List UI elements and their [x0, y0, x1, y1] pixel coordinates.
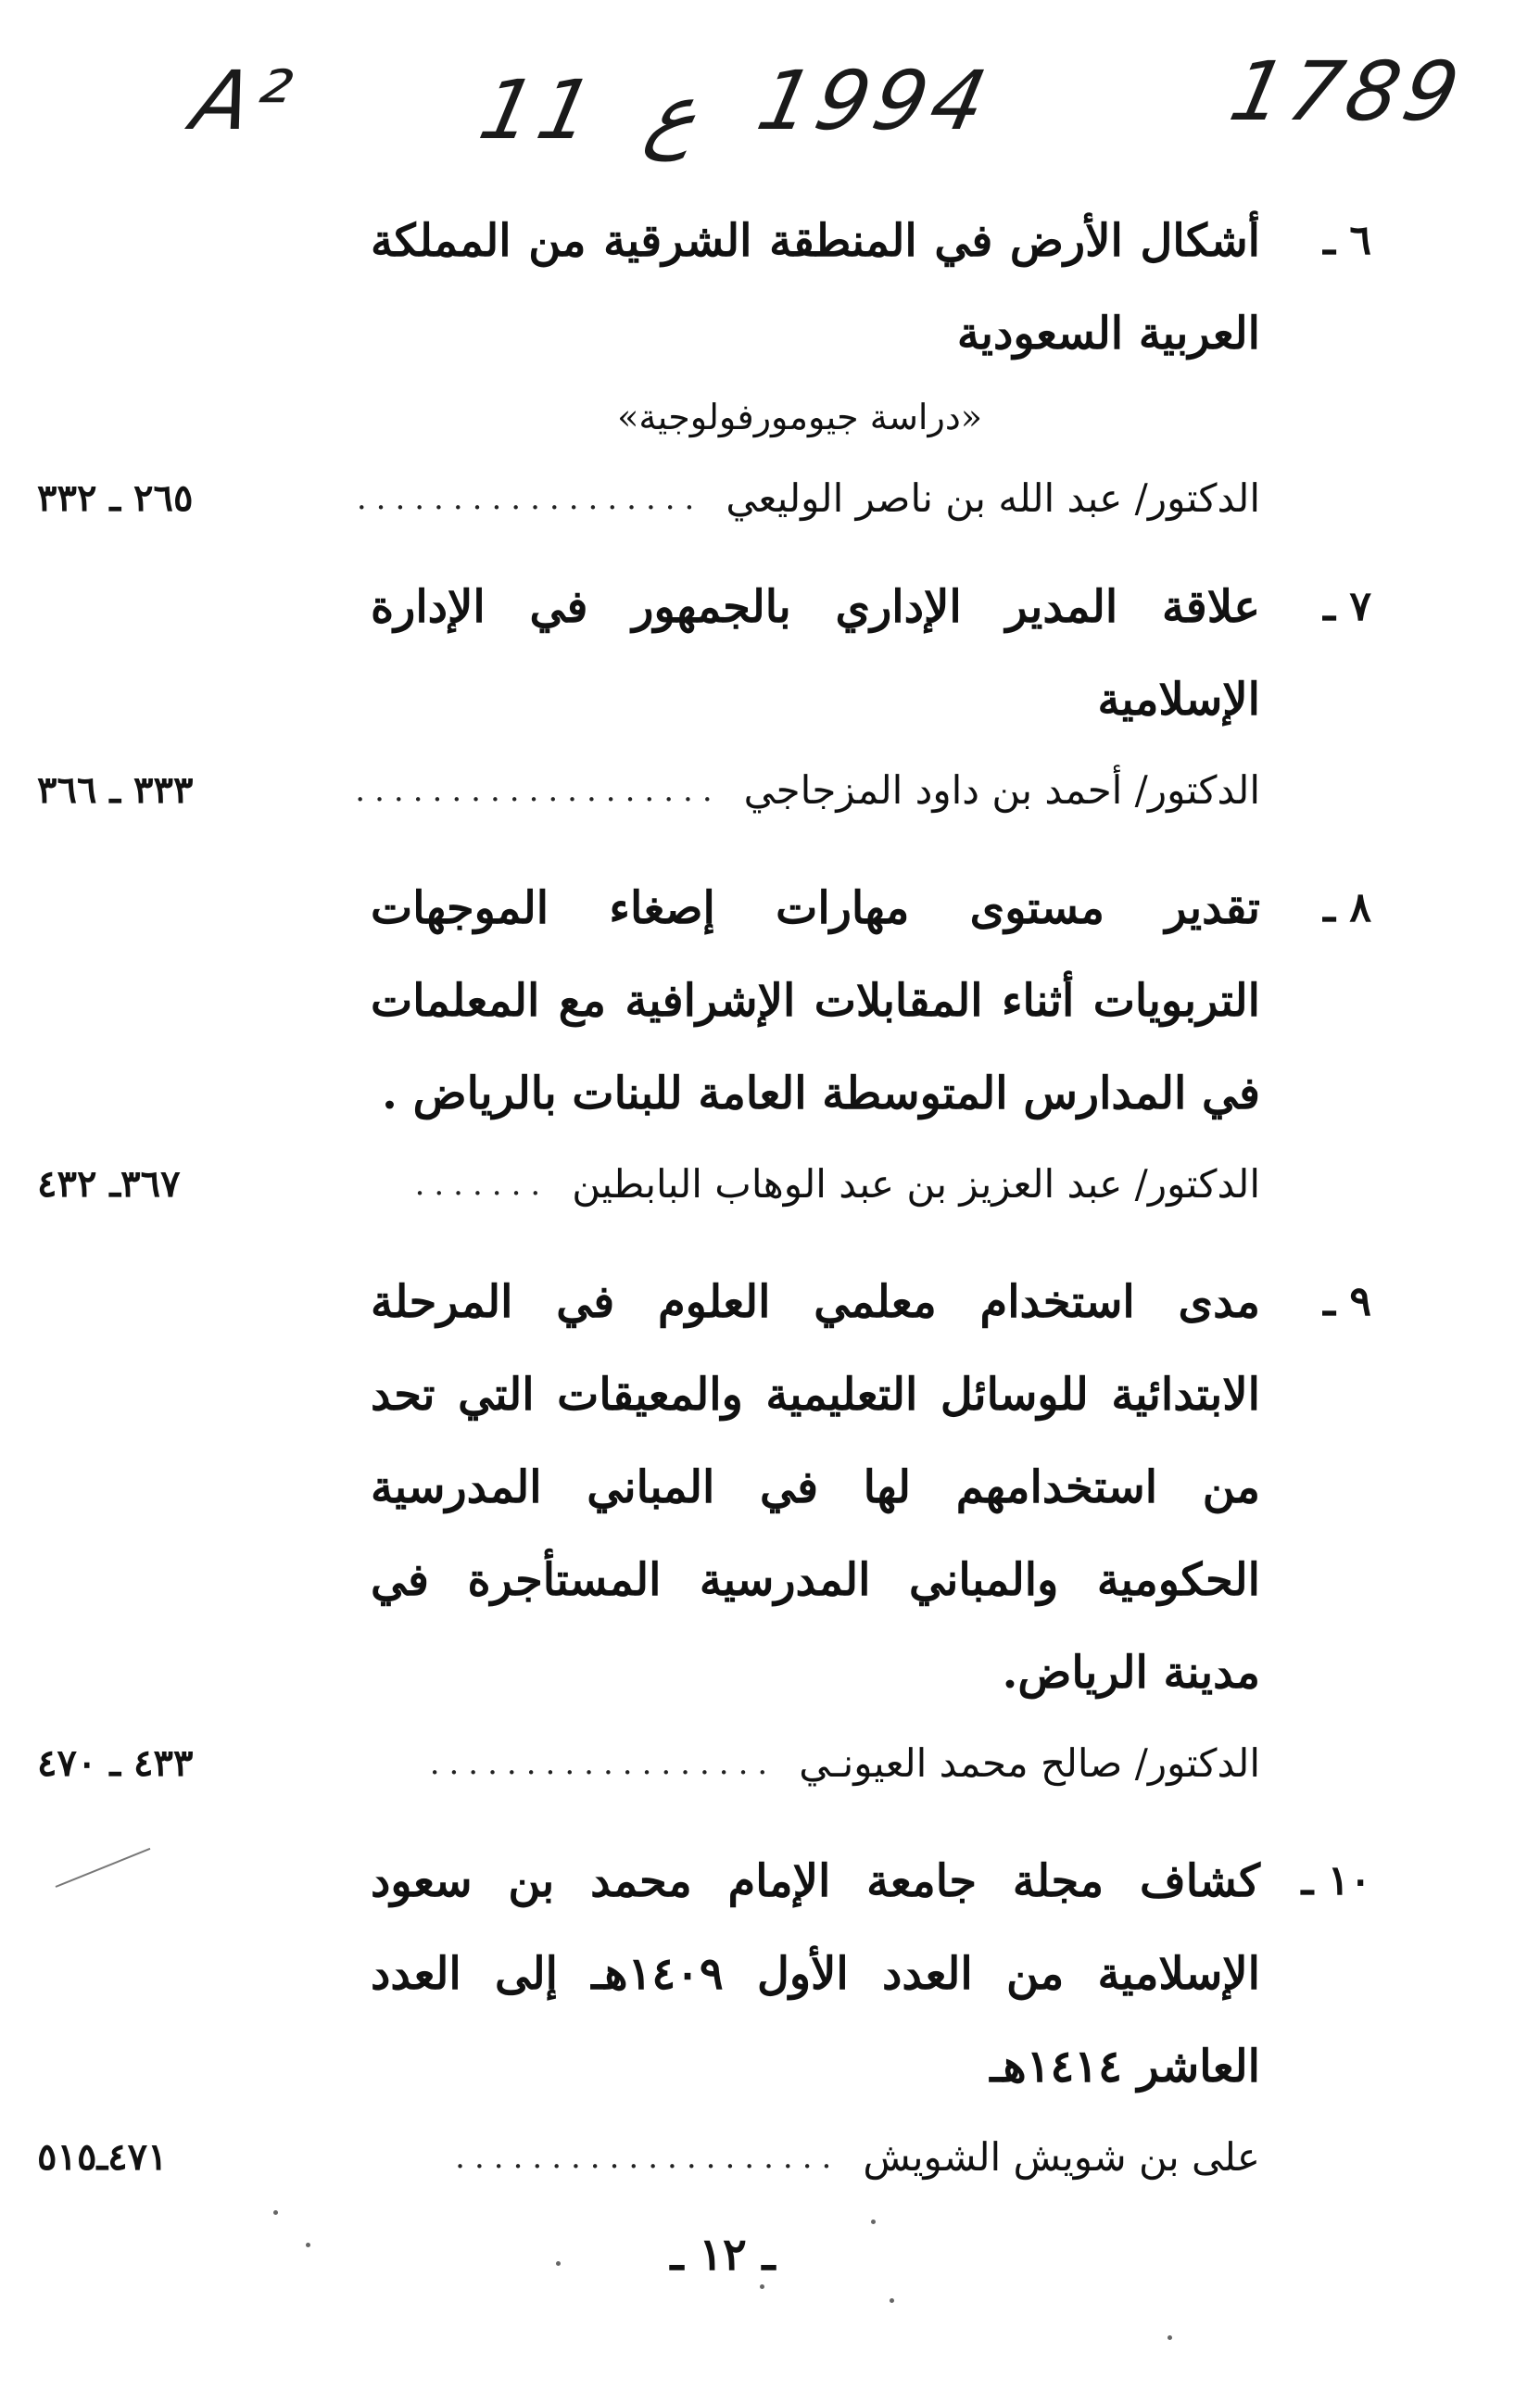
- scan-speck: [273, 2210, 278, 2215]
- leader-dots: ....................: [455, 2138, 841, 2176]
- toc-entry-10: [37, 1835, 1371, 2201]
- handwritten-reference: [176, 44, 1492, 190]
- page-number: ـ ١٢ ـ: [670, 2229, 776, 2281]
- entry-author: الدكتور/ عبد الله بن ناصر الوليعي: [726, 475, 1260, 521]
- table-of-contents: [37, 195, 1371, 2221]
- entry-pages: ٤٧١ـ٥١٥: [37, 2135, 168, 2179]
- entry-pages: ٢٦٥ ـ ٣٣٢: [37, 476, 194, 520]
- handwritten-code: A²: [184, 53, 305, 148]
- scan-speck: [871, 2220, 876, 2224]
- entry-title-block: [37, 561, 1371, 746]
- entry-title: علاقة المدير الإداري بالجمهور في الإدارة الإسلامية: [371, 581, 1260, 726]
- entry-author-row: [37, 746, 1371, 834]
- entry-author-row: [37, 454, 1371, 542]
- entry-subtitle: «دراسة جيومورفولوجية»: [617, 397, 982, 437]
- toc-entry-9: [37, 1256, 1371, 1807]
- entry-author: الدكتور/ عبد العزيز بن عبد الوهاب البابطين: [572, 1161, 1260, 1207]
- scan-speck: [556, 2261, 561, 2266]
- handwritten-letter: ع: [638, 66, 708, 161]
- scan-speck: [890, 2298, 894, 2303]
- entry-title-block: [37, 1256, 1371, 1719]
- entry-title: مدى استخدام معلمي العلوم في المرحلة الابتدائية للوسائل التعليمية والمعيقات التي تحد من استخدامهم لها في المباني المدرسية الحكومية والمباني المدرسية المستأجرة في مدينة الرياض.: [371, 1276, 1260, 1699]
- entry-author-row: [37, 1140, 1371, 1228]
- handwritten-year: 1994: [750, 53, 1001, 148]
- entry-pages: ٣٦٧ـ ٤٣٢: [37, 1162, 181, 1206]
- entry-author-row: [37, 2113, 1371, 2201]
- entry-number: ٧ ـ: [1323, 583, 1371, 630]
- handwritten-id: 1789: [1222, 44, 1473, 139]
- entry-author: الدكتور/ صالح محمد العيونـي: [799, 1740, 1260, 1786]
- scan-speck: [306, 2243, 310, 2247]
- entry-title-block: [37, 195, 1371, 380]
- entry-number: ٦ ـ: [1323, 217, 1371, 264]
- scan-speck: [760, 2284, 764, 2289]
- leader-dots: .......: [414, 1165, 550, 1203]
- scan-speck: [1168, 2335, 1172, 2340]
- entry-number: ٩ ـ: [1323, 1278, 1371, 1325]
- entry-pages: ٤٣٣ ـ ٤٧٠: [37, 1741, 194, 1785]
- leader-dots: ..................: [356, 479, 704, 517]
- handwritten-volume: 11: [472, 62, 608, 158]
- entry-pages: ٣٣٣ ـ ٣٦٦: [37, 768, 194, 812]
- entry-author-row: [37, 1719, 1371, 1807]
- entry-author: على بن شويش الشويش: [863, 2134, 1260, 2180]
- leader-dots: ...................: [355, 771, 722, 809]
- entry-title-block: [37, 862, 1371, 1140]
- entry-title: أشكال الأرض في المنطقة الشرقية من المملكة العربية السعودية: [371, 215, 1260, 360]
- entry-title: تقدير مستوى مهارات إصغاء الموجهات التربويات أثناء المقابلات الإشرافية مع المعلمات في المدارس المتوسطة العامة للبنات بالرياض .: [371, 882, 1260, 1119]
- entry-title: كشاف مجلة جامعة الإمام محمد بن سعود الإسلامية من العدد الأول ١٤٠٩هـ إلى العدد العاشر ١٤١٤هـ: [371, 1855, 1260, 2093]
- entry-title-block: [37, 1835, 1371, 2113]
- entry-author: الدكتور/ أحمد بن داود المزجاجي: [743, 767, 1260, 813]
- leader-dots: ..................: [429, 1744, 777, 1782]
- toc-entry-7: [37, 561, 1371, 834]
- toc-entry-6: [37, 195, 1371, 542]
- toc-entry-8: [37, 862, 1371, 1228]
- entry-number: ٨ ـ: [1323, 884, 1371, 931]
- entry-number: ١٠ ـ: [1301, 1857, 1371, 1904]
